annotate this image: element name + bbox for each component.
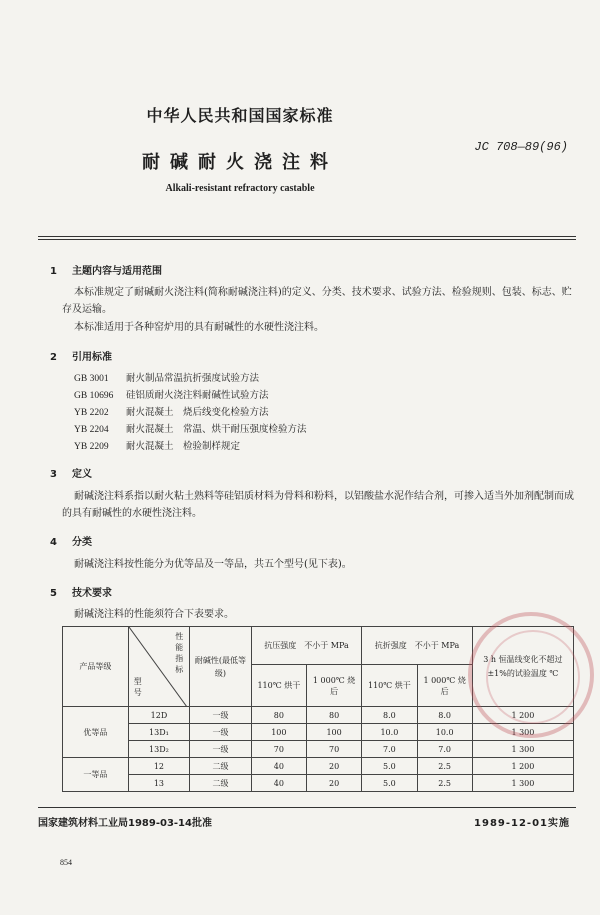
- reference-item: [74, 404, 269, 418]
- bend-110-cell: 8.0: [362, 707, 417, 724]
- alkali-cell: 一级: [190, 741, 252, 758]
- section-number: 4: [50, 537, 57, 548]
- bend-110-cell: 5.0: [362, 758, 417, 775]
- bend-110-cell: 7.0: [362, 741, 417, 758]
- section-number: 2: [50, 352, 57, 363]
- compress-110-cell: 40: [251, 775, 306, 792]
- compress-1000-cell: 100: [306, 724, 361, 741]
- reference-code: GB 3001: [74, 374, 109, 384]
- section-title: 技术要求: [72, 588, 112, 599]
- model-cell: 12D: [128, 707, 190, 724]
- bend-110-cell: 5.0: [362, 775, 417, 792]
- temperature-cell: 1 300: [472, 741, 573, 758]
- approval-line: 国家建筑材料工业局1989-03-14批准: [38, 818, 212, 829]
- compress-110-cell: 80: [251, 707, 306, 724]
- section-number: 1: [50, 266, 57, 277]
- section-2-heading: [50, 348, 112, 363]
- reference-text: 耐火混凝土 常温、烘干耐压强度检验方法: [126, 424, 307, 435]
- reference-item: [74, 387, 269, 401]
- reference-item: [74, 438, 240, 452]
- header-bending-strength: 抗折强度 不小于 MPa: [362, 627, 473, 665]
- section-5-paragraph: 耐碱浇注料的性能须符合下表要求。: [74, 609, 234, 620]
- header-linear-change: 3 h 恒温线变化不超过±1%的试验温度 ℃: [472, 627, 573, 707]
- alkali-cell: 一级: [190, 707, 252, 724]
- header-1000-fired: 1 000℃ 烧后: [417, 665, 472, 707]
- reference-code: YB 2204: [74, 425, 109, 435]
- reference-item: [74, 370, 259, 384]
- header-compressive-strength: 抗压强度 不小于 MPa: [251, 627, 362, 665]
- section-title: 分类: [72, 537, 92, 548]
- header-alkali-resistance: 耐碱性(最低等级): [190, 627, 252, 707]
- bend-1000-cell: 10.0: [417, 724, 472, 741]
- page-number: 854: [60, 858, 72, 867]
- alkali-cell: 一级: [190, 724, 252, 741]
- compress-110-cell: 100: [251, 724, 306, 741]
- compress-1000-cell: 20: [306, 775, 361, 792]
- grade-cell: 优等品: [63, 707, 129, 758]
- table-row: [63, 724, 574, 741]
- section-title: 主题内容与适用范围: [72, 266, 162, 277]
- header-rule: [38, 236, 576, 237]
- compress-1000-cell: 20: [306, 758, 361, 775]
- header-rule-thin: [38, 239, 576, 240]
- table-row: [63, 741, 574, 758]
- temperature-cell: 1 200: [472, 758, 573, 775]
- specification-table: [62, 626, 574, 792]
- effective-date: 1989-12-01实施: [474, 818, 570, 829]
- section-number: 3: [50, 469, 57, 480]
- table-row: [63, 758, 574, 775]
- reference-text: 耐火制品常温抗折强度试验方法: [126, 373, 260, 384]
- reference-code: YB 2202: [74, 408, 109, 418]
- compress-110-cell: 40: [251, 758, 306, 775]
- temperature-cell: 1 300: [472, 724, 573, 741]
- temperature-cell: 1 200: [472, 707, 573, 724]
- header-110-dried: 110℃ 烘干: [251, 665, 306, 707]
- document-title: 耐碱耐火浇注料: [142, 152, 338, 173]
- section-3-heading: [50, 465, 92, 480]
- section-title: 引用标准: [72, 352, 112, 363]
- alkali-cell: 二级: [190, 758, 252, 775]
- footer-rule: [38, 807, 576, 808]
- bend-1000-cell: 8.0: [417, 707, 472, 724]
- bend-110-cell: 10.0: [362, 724, 417, 741]
- reference-code: YB 2209: [74, 442, 109, 452]
- section-4-paragraph: 耐碱浇注料按性能分为优等品及一等品，共五个型号(见下表)。: [74, 559, 352, 570]
- model-cell: 13D₂: [128, 741, 190, 758]
- reference-text: 耐火混凝土 烧后线变化检验方法: [126, 407, 269, 418]
- grade-cell: 一等品: [63, 758, 129, 792]
- section-title: 定义: [72, 469, 92, 480]
- national-standard-title: 中华人民共和国国家标准: [146, 106, 334, 125]
- header-1000-fired: 1 000℃ 烧后: [306, 665, 361, 707]
- compress-110-cell: 70: [251, 741, 306, 758]
- header-grade: 产品等级: [63, 627, 129, 707]
- reference-text: 耐火混凝土 检验制样规定: [126, 441, 241, 452]
- bend-1000-cell: 2.5: [417, 758, 472, 775]
- compress-1000-cell: 70: [306, 741, 361, 758]
- reference-item: [74, 421, 307, 435]
- table-row: [63, 707, 574, 724]
- temperature-cell: 1 300: [472, 775, 573, 792]
- section-number: 5: [50, 588, 57, 599]
- reference-text: 硅铝质耐火浇注料耐碱性试验方法: [126, 390, 269, 401]
- section-3-paragraph: 耐碱浇注料系指以耐火粘土熟料等硅铝质材料为骨料和粉料，以铝酸盐水泥作结合剂，可掺入适当外加剂配制而成的具有耐碱性的水硬性浇注料。: [62, 491, 574, 519]
- document-english-title: Alkali-resistant refractory castable: [165, 183, 315, 194]
- bend-1000-cell: 2.5: [417, 775, 472, 792]
- table-row: [63, 775, 574, 792]
- section-4-heading: [50, 533, 92, 548]
- header-model: 型号: [133, 677, 142, 697]
- section-1-paragraph-1: 本标准规定了耐碱耐火浇注料(简称耐碱浇注料)的定义、分类、技术要求、试验方法、检验规则、包装、标志、贮存及运输。: [62, 287, 572, 315]
- standard-code: JC 708—89(96): [474, 140, 568, 154]
- model-cell: 13D₁: [128, 724, 190, 741]
- section-1-heading: [50, 262, 162, 277]
- compress-1000-cell: 80: [306, 707, 361, 724]
- bend-1000-cell: 7.0: [417, 741, 472, 758]
- header-110-dried: 110℃ 烘干: [362, 665, 417, 707]
- model-cell: 13: [128, 775, 190, 792]
- reference-code: GB 10696: [74, 391, 114, 401]
- section-1-paragraph-2: 本标准适用于各种窑炉用的具有耐碱性的水硬性浇注料。: [74, 322, 324, 333]
- model-cell: 12: [128, 758, 190, 775]
- section-5-heading: [50, 584, 112, 599]
- header-property: 性能指标: [175, 632, 184, 674]
- alkali-cell: 二级: [190, 775, 252, 792]
- header-diagonal-cell: [128, 627, 190, 707]
